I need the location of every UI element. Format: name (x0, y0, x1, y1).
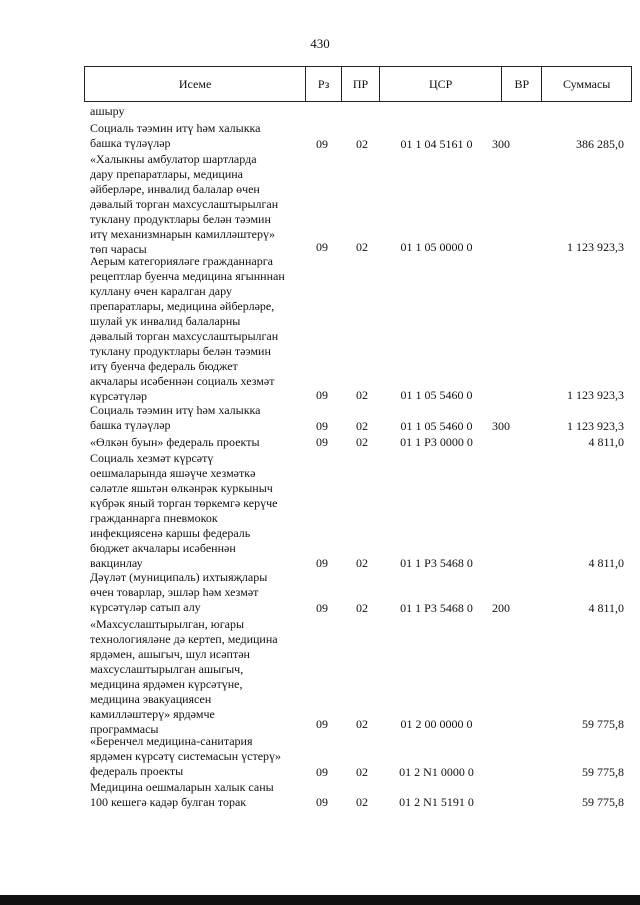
header-pr: ПР (341, 67, 379, 101)
header-rz: Рз (305, 67, 341, 101)
row-csr: 01 2 00 0000 0 (400, 717, 473, 731)
header-name: Исеме (178, 76, 212, 91)
row-pr: 02 (356, 601, 368, 615)
row-csr: 01 1 05 5460 0 (400, 388, 473, 402)
row-sum: 4 811,0 (588, 556, 624, 570)
row-pr: 02 (356, 435, 368, 449)
row-name: Социаль хезмәт күрсәтү оешмаларында яшәүче хезмәткә сәләтле яшьтән өлкәнрәк куркыныч күбрәк яный торган төркемгә керүче гражданнарга пневмокок инфекциясенә каршы федераль бюджет акчалары исәбеннән вакцинлау (90, 451, 278, 570)
row-csr: 01 1 P3 0000 0 (400, 435, 473, 449)
header-vr: ВР (501, 67, 541, 101)
header-csr: ЦСР (379, 67, 502, 101)
row-csr: 01 1 05 0000 0 (400, 240, 473, 254)
row-rz: 09 (316, 556, 328, 570)
row-pr: 02 (356, 717, 368, 731)
row-name: «Халыкны амбулатор шартларда дару препаратлары, медицина әйберләре, инвалид балалар өчен дәвалый торган махсуслаштырылган туклану продуктлары белән тәэмин итү механизмнарын камилләштерү» төп чарасы (90, 152, 279, 256)
row-sum: 4 811,0 (588, 435, 624, 449)
row-rz: 09 (316, 419, 328, 433)
row-csr: 01 1 P3 5468 0 (400, 556, 473, 570)
row-pr: 02 (356, 765, 368, 779)
row-rz: 09 (316, 717, 328, 731)
row-rz: 09 (316, 765, 328, 779)
row-csr: 01 1 05 5460 0 (400, 419, 473, 433)
row-rz: 09 (316, 240, 328, 254)
row-vr: 300 (492, 137, 510, 151)
row-rz: 09 (316, 137, 328, 151)
row-pr: 02 (356, 388, 368, 402)
row-vr: 200 (492, 601, 510, 615)
row-sum: 4 811,0 (588, 601, 624, 615)
row-rz: 09 (316, 388, 328, 402)
row-csr: 01 2 N1 5191 0 (399, 795, 474, 809)
row-rz: 09 (316, 435, 328, 449)
row-sum: 59 775,8 (582, 795, 624, 809)
row-sum: 1 123 923,3 (567, 388, 624, 402)
row-vr: 300 (492, 419, 510, 433)
row-pr: 02 (356, 795, 368, 809)
row-sum: 59 775,8 (582, 765, 624, 779)
row-pr: 02 (356, 556, 368, 570)
row-name: Аерым категорияләге гражданнарга рецептлар буенча медицина ягынннан куллану өчен каралган дару препаратлары, медицина әйберләре, шулай ук инвалид балаларны дәвалый торган махсуслаштырылган туклану продуктлары белән тәэмин итү буенча федераль бюджет акчалары исәбеннән социаль хезмәт күрсәтүләр (90, 254, 285, 403)
row-csr: 01 1 P3 5468 0 (400, 601, 473, 615)
row-name: «Махсуслаштырылган, югары технологияләне дә кертеп, медицина ярдәмен, ашыгыч, шул исәптән махсуслаштырылган ашыгыч, медицина ярдәмен күрсәтүне, медицина эвакуациясен камилләштерү» ярдәмче программасы (90, 617, 278, 736)
row-name: «Беренчел медицина-санитария ярдәмен күрсәтү системасын үстерү» федераль проекты (90, 734, 282, 778)
row-pr: 02 (356, 240, 368, 254)
row-sum: 386 285,0 (576, 137, 624, 151)
row-pr: 02 (356, 137, 368, 151)
header-sum: Суммасы (541, 67, 631, 101)
row-name: «Өлкән буын» федераль проекты (90, 435, 260, 449)
row-name: Медицина оешмаларын халык саны 100 кешегә кадәр булган торак (90, 780, 274, 809)
row-name: Дәүләт (муниципаль) ихтыяҗлары өчен товарлар, эшләр һәм хезмәт күрсәтүләр сатып алу (90, 570, 268, 614)
table-header (84, 66, 632, 102)
row-name: Социаль тәэмин итү һәм халыкка башка түләүләр (90, 403, 261, 432)
scan-edge-bar (0, 895, 640, 905)
row-rz: 09 (316, 601, 328, 615)
row-csr: 01 2 N1 0000 0 (399, 765, 474, 779)
row-name: Социаль тәэмин итү һәм халыкка башка түләүләр (90, 121, 261, 150)
row-rz: 09 (316, 795, 328, 809)
row-pr: 02 (356, 419, 368, 433)
row-sum: 1 123 923,3 (567, 240, 624, 254)
row-sum: 1 123 923,3 (567, 419, 624, 433)
row-sum: 59 775,8 (582, 717, 624, 731)
row-csr: 01 1 04 5161 0 (400, 137, 473, 151)
page-number: 430 (310, 36, 330, 51)
row-name: ашыру (90, 104, 125, 118)
